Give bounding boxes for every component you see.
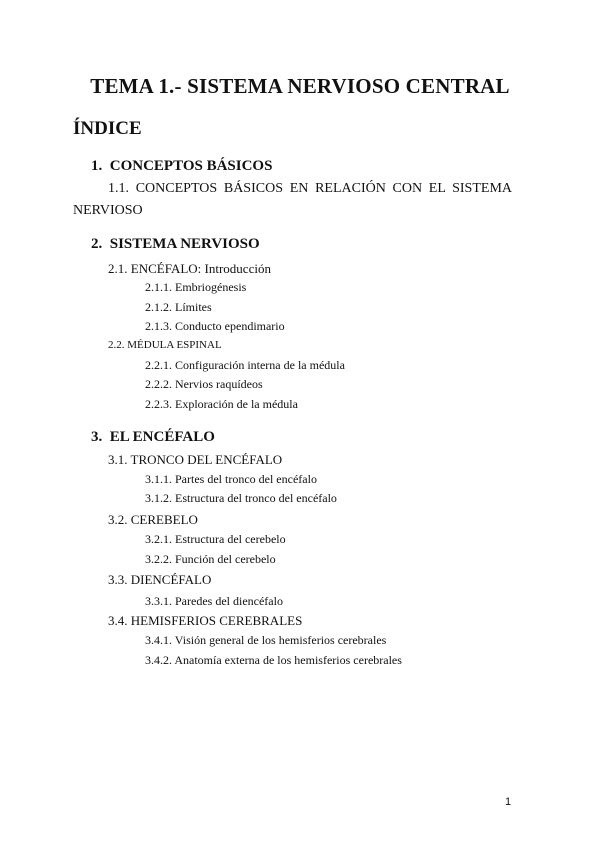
item-title: Configuración interna de la médula [175,358,345,372]
index-heading: ÍNDICE [73,118,142,139]
item-3-2-2 [145,552,276,567]
subsection-number: 2.1. [108,261,128,276]
item-title: Anatomía externa de los hemisferios cerebrales [174,653,402,667]
subsection-title: CEREBELO [130,512,198,527]
item-number: 3.2.2. [145,552,172,566]
subsection-3-4 [108,613,302,629]
subsection-3-2 [108,512,198,528]
subsection-number: 3.2. [108,512,128,527]
subsection-title: DIENCÉFALO [130,572,212,587]
section-title: EL ENCÉFALO [109,429,215,445]
item-number: 3.3.1. [145,594,172,608]
item-number: 3.4.2. [145,653,172,667]
item-title: Estructura del tronco del encéfalo [175,491,337,505]
subsection-3-3 [108,572,211,588]
item-3-1-2 [145,491,337,506]
item-title: Partes del tronco del encéfalo [175,472,317,486]
section-number: 1. [91,158,103,174]
subsection-title: HEMISFERIOS CEREBRALES [130,613,303,628]
item-3-4-1 [145,633,386,648]
item-title: Visión general de los hemisferios cerebrales [174,633,387,647]
item-3-1-1 [145,472,317,487]
item-3-2-1 [145,532,286,547]
section-title: SISTEMA NERVIOSO [109,236,260,252]
subsection-2-1 [108,261,271,277]
subsection-number: 1.1. [108,181,129,196]
item-number: 2.1.3. [145,319,172,333]
item-title: Paredes del diencéfalo [175,594,283,608]
item-title: Embriogénesis [175,280,247,294]
item-title: Conducto ependimario [175,319,285,333]
item-3-3-1 [145,594,283,609]
subsection-number: 3.3. [108,572,128,587]
section-number: 3. [91,429,103,445]
subsection-number: 3.4. [108,613,128,628]
subsection-3-1 [108,452,282,468]
item-number: 2.1.2. [145,300,172,314]
page-number: 1 [505,796,512,808]
item-2-1-1 [145,280,246,295]
item-2-2-1 [145,358,345,373]
section-3-heading [91,429,215,446]
item-2-1-3 [145,319,285,334]
item-2-1-2 [145,300,212,315]
section-number: 2. [91,236,103,252]
item-title: Límites [175,300,212,314]
subsection-number: 3.1. [108,452,128,467]
document-title: TEMA 1.- SISTEMA NERVIOSO CENTRAL [90,74,510,98]
item-2-2-3 [145,397,298,412]
item-title: Función del cerebelo [175,552,276,566]
section-2-heading [91,236,260,253]
item-number: 3.4.1. [145,633,172,647]
subsection-2-2 [108,339,222,351]
section-title: CONCEPTOS BÁSICOS [109,158,273,174]
item-3-4-2 [145,653,402,668]
item-number: 3.2.1. [145,532,172,546]
item-number: 2.1.1. [145,280,172,294]
subsection-number: 2.2. [108,339,125,351]
subsection-1-1 [108,181,512,197]
subsection-title: TRONCO DEL ENCÉFALO [130,452,283,467]
subsection-title: ENCÉFALO: Introducción [130,261,271,276]
item-title: Exploración de la médula [175,397,298,411]
item-number: 2.2.3. [145,397,172,411]
item-title: Estructura del cerebelo [175,532,286,546]
subsection-1-1-continuation: NERVIOSO [73,203,143,218]
item-number: 3.1.2. [145,491,172,505]
subsection-title: MÉDULA ESPINAL [127,339,222,351]
item-2-2-2 [145,377,263,392]
item-number: 2.2.2. [145,377,172,391]
item-title: Nervios raquídeos [175,377,263,391]
section-1-heading [91,158,272,175]
subsection-title: CONCEPTOS BÁSICOS EN RELACIÓN CON EL SISTEMA [135,181,512,196]
item-number: 3.1.1. [145,472,172,486]
item-number: 2.2.1. [145,358,172,372]
